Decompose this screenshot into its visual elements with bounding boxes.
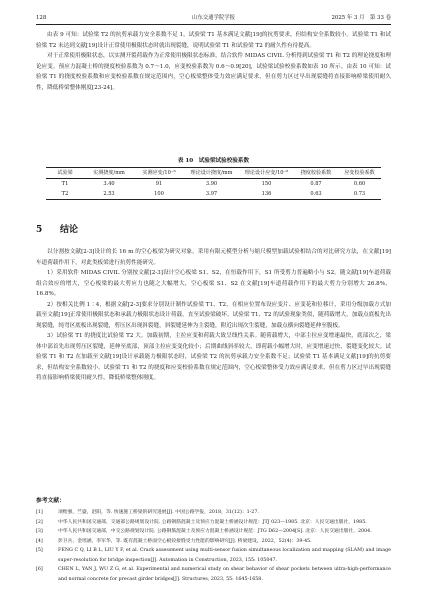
reference-item <box>36 537 391 547</box>
reference-text: 彭卫兵，金瑶涵，李军华，等. 既有混凝土桥面空心板铰接缝受力性能的影响研究[J]. 桥梁建设，2022，52(4)：39-45. <box>58 538 312 544</box>
reference-item <box>36 508 391 518</box>
reference-number: [1] <box>36 510 43 515</box>
table-cell: 136 <box>261 191 272 197</box>
reference-number: [3] <box>36 529 43 534</box>
table-cell: 0.60 <box>353 181 366 187</box>
table-cell: 3.90 <box>205 181 218 187</box>
reference-text: 项贻强，竺盛，赵阳，等. 快速施工桥梁的研究进展[J]. 中国公路学报，2018，31(12)：1-27. <box>58 510 259 515</box>
table-cell: T2 <box>61 191 69 197</box>
column-header: 理论设计应变/10⁻⁶ <box>244 170 289 176</box>
reference-number: [6] <box>36 567 43 572</box>
table-cell: 3.40 <box>103 181 115 187</box>
reference-item <box>36 546 391 565</box>
reference-item <box>36 565 391 584</box>
table-cell: 0.63 <box>310 191 322 197</box>
paragraph: 由表 9 可知：试验梁 T2 的抗剪承载力安全系数不足 1，试验梁 T1 基本满足文献[19]的抗剪要求，但结构安全系数较小。试验梁 T1 和试验梁 T2 未达到文献[19]设计正常使用极限状态时就出现裂缝，说明试验梁 T1 和试验梁 T2 的耐久性有待提高。 <box>36 32 391 49</box>
paragraph: 3）试验梁 T1 的挠度比试验梁 T2 大。加载初期，主拉应变和荷载大致呈线性关系。随荷载增大，中部主拉应变增速最快，底部次之，梁体中部首先出现剪压区裂缝，延伸至底部，顶部主拉应变变化较小；后期曲线斜率较大，即荷载小幅增大时，应变增速过快，裂缝变化较大。试验梁 T1 和 T2 在加载至文献[19]设计承载能力极限状态时，试验梁 T2 的抗剪承载力安全系数不足；试验梁 T1 基本满足文献[19]的抗剪要求，但结构安全系数较小。试验梁 T1 和 T2 的挠度和应变校验系数在规定范围内，空心板梁整体受力效应满足要求，但在剪力区过早出现裂缝将直接影响桥梁使用耐久性，降低桥梁整体刚度。 <box>36 333 391 381</box>
column-header: 理论设计挠度/mm <box>190 170 233 176</box>
column-header: 试验梁 <box>57 170 73 176</box>
references-heading: 参考文献： <box>36 498 65 504</box>
running-header <box>36 14 391 23</box>
reference-list <box>36 508 391 584</box>
page-number: 128 <box>36 15 47 21</box>
reference-item <box>36 527 391 537</box>
table-cell: 150 <box>261 181 272 187</box>
section-title: 结论 <box>60 225 79 235</box>
paragraph: 1）采用软件 MIDAS CIVIL 分别按文献[2-3]设计空心板梁 S1、S2，在恒载作用下，S1 所受剪力普遍略小与 S2。随文献[19]车道荷载组合效应的增大，空心板梁的最大剪应力也随之大幅增大，空心板梁 S1、S2 在文献[19]车道荷载作用下的最大剪力分别增大 26.8%、16.8%。 <box>36 270 391 297</box>
reference-text: 中华人民共和国交通部，交通部公路规划设计院. 公路钢筋混凝土及预应力混凝土桥涵设计规范：JTJ 023—1985. 北京：人民交通出版社，1985. <box>58 519 367 525</box>
table-row <box>46 179 381 190</box>
column-header: 实测挠度/mm <box>93 170 125 176</box>
table-cell: T1 <box>61 181 69 187</box>
conclusions-text <box>36 247 391 384</box>
table-cell: 2.53 <box>103 191 115 197</box>
table-caption: 表 10 试验梁试验校验系数 <box>177 158 250 164</box>
issue-info: 2025 年 3 月 第 33 卷 <box>331 15 391 21</box>
calibration-table <box>46 167 381 200</box>
column-header: 应变校验系数 <box>344 170 375 176</box>
table-cell: 100 <box>154 191 164 197</box>
header-rule <box>36 24 391 25</box>
section-number: 5 <box>36 225 43 235</box>
table-row <box>46 189 381 200</box>
reference-number: [4] <box>36 538 43 544</box>
section-heading <box>36 224 78 236</box>
journal-name: 山东交通学院学报 <box>191 15 236 21</box>
reference-number: [2] <box>36 519 43 525</box>
reference-text: CHEN L, YAN J, WU Z G, et al. Experimental and numerical study on shear behavior of shear pockets between ultra-high-performance and normal concrete for precast girder bridges[J]. Structures, 2023, 55: 1645-1658. <box>58 567 391 582</box>
paragraph: 以分割按文献[2-3]设计的长 16 m 的空心板梁为研究对象，采用有限元模型分析与缩尺模型加载试验相结合的对比研究方法，在文献[19]车道荷载作用下，对此类板梁进行抗剪性能研究。 <box>36 249 391 266</box>
reference-text: FENG C Q, LI B L, LIU Y F, et al. Crack assessment using multi-sensor fusion simultaneous localization and mapping (SLAM) and image super-resolution for bridge inspection[J]. Automation in Construction, 2023, 155: 105047. <box>58 548 391 563</box>
reference-item <box>36 518 391 528</box>
paragraph: 对于正常使用极限状态，以实测开裂荷载作为正常使用极限状态标准，结合软件 MIDAS CIVIL 分析得到试验梁 T1 和 T2 的理论挠度和理论应变。预应力混凝土桥的挠度校验系数为 0.7～1.0，应变校验系数为 0.6～0.9[20]，试验梁试验校验系数如表 10 所示。由表 10 可知：试验梁 T1 的挠度校验系数和应变校验系数在规定范围内，空心板梁整体受力效应满足要求，但在剪力区过早出现裂缝将直接影响桥梁使用耐久性，降低桥梁整体刚度[23-24]。 <box>36 53 391 91</box>
table-cell: 0.73 <box>353 191 366 197</box>
paragraph: 2）按相关比例 1∶4，根据文献[2-3]要求分别设计制作试验梁 T1、T2，在相应位置布设应变片、应变花和位移计，采用分级加载方式加载至文献[19]正常使用极限状态和承载力极限状态设计荷载，直至试验梁破坏。试验梁 T1、T2 的试验现象类似，随荷载增大，加载点底板先出现裂缝，纯弯区底板出现裂缝，剪压区出现斜裂缝，斜裂缝延伸为主裂缝，附近出现次生裂缝，加载点横向裂缝延伸至腹板。 <box>36 301 391 329</box>
intro-text <box>36 30 391 93</box>
table-cell: 3.97 <box>205 191 218 197</box>
column-header: 挠度校验系数 <box>300 170 332 176</box>
reference-number: [5] <box>36 548 43 553</box>
table-cell: 0.87 <box>310 181 322 187</box>
table-header-row <box>46 168 381 179</box>
column-header: 实测应变/10⁻⁶ <box>142 170 176 176</box>
reference-text: 中华人民共和国交通部，中交公路规划设计院. 公路钢筋混凝土及预应力混凝土桥涵设计规范：JTG D62—2004[S]. 北京：人民交通出版社，2004. <box>58 529 372 534</box>
table-cell: 91 <box>155 181 163 187</box>
